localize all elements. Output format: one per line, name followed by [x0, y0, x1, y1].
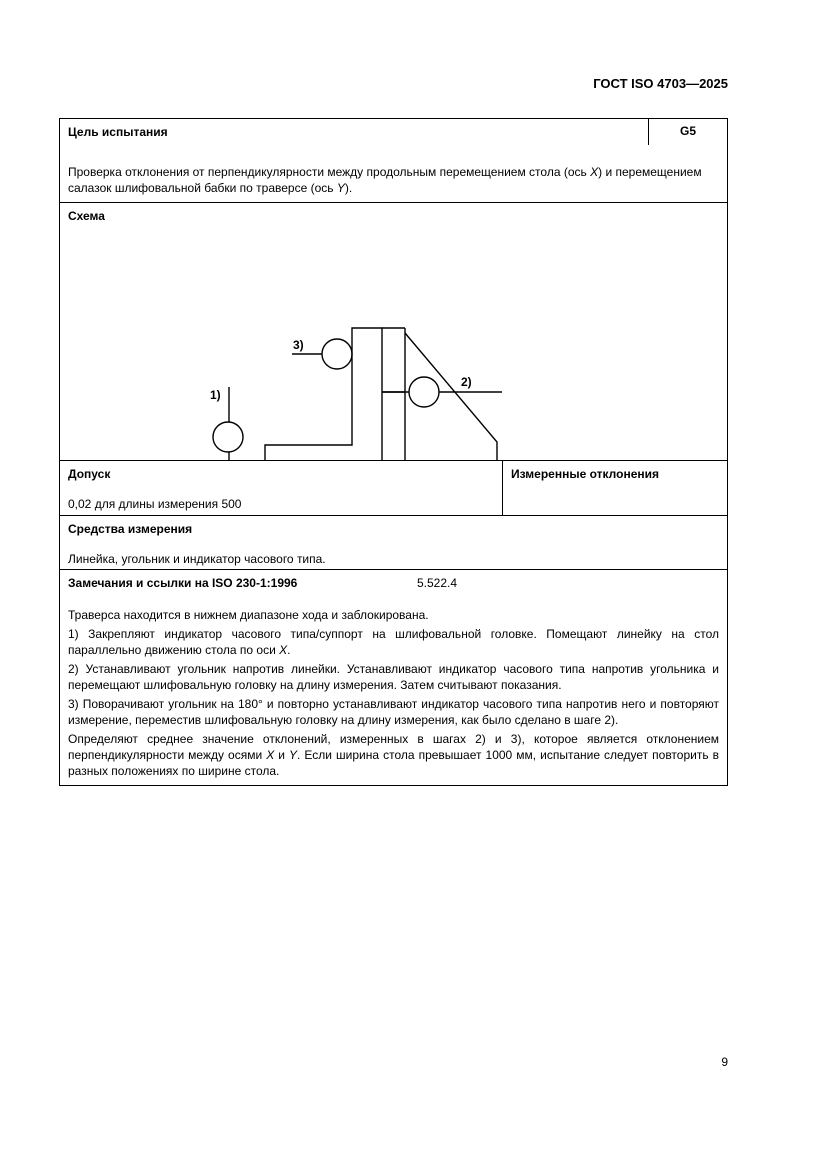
purpose-text-b: ) и перемещением салазок шлифовальной бабки по траверсе (ось [68, 165, 702, 195]
indicator-3-dial [322, 339, 352, 369]
notes-section [60, 569, 727, 785]
purpose-text-a: Проверка отклонения от перпендикулярности между продольным перемещением стола (ось [68, 165, 591, 179]
callout-2: 2) [461, 375, 472, 389]
purpose-text [60, 145, 727, 202]
test-sheet [59, 118, 728, 786]
scheme-section [60, 202, 727, 460]
purpose-text-c: ). [344, 181, 353, 195]
note-4-text-mid: и [274, 748, 290, 762]
square-diagonal [405, 333, 497, 460]
tolerance-row [60, 460, 727, 515]
scheme-label: Схема [68, 209, 105, 223]
page-number: 9 [721, 1055, 728, 1069]
tolerance-value: 0,02 для длины измерения 500 [68, 497, 242, 511]
purpose-label: Цель испытания [68, 125, 168, 139]
callout-1: 1) [210, 388, 221, 402]
purpose-header-row [60, 119, 727, 145]
tolerance-label: Допуск [68, 467, 111, 481]
note-paragraph-0: Траверса находится в нижнем диапазоне хода и заблокирована. [68, 608, 429, 622]
purpose-axis-x: X [590, 165, 599, 179]
note-4-axis-y: Y [289, 748, 298, 762]
note-paragraph-1 [68, 626, 719, 658]
indicator-1-dial [213, 422, 243, 452]
note-paragraph-3: 3) Поворачивают угольник на 180° и повторно устанавливают индикатор часового типа напротив него и повторяют измерение, переместив шлифовальную головку на длину измерения, как было сделано в шаге 2). [68, 697, 719, 727]
means-row [60, 515, 727, 569]
note-4-text-b: . Если ширина стола превышает 1000 мм, испытание следует повторить в разных положениях по ширине стола. [68, 748, 720, 778]
standard-header: ГОСТ ISO 4703—2025 [593, 76, 728, 91]
test-code: G5 [648, 119, 727, 145]
note-paragraph-4 [68, 731, 719, 779]
measured-deviations-label: Измеренные отклонения [511, 467, 660, 481]
purpose-axis-y: Y [336, 181, 345, 195]
note-1-text-b: . [287, 643, 291, 657]
notes-reference: 5.522.4 [417, 576, 458, 590]
tolerance-cell [60, 461, 503, 515]
note-4-axis-x: X [266, 748, 275, 762]
note-1-axis-x: X [279, 643, 288, 657]
means-label: Средства измерения [68, 522, 193, 536]
notes-label: Замечания и ссылки на ISO 230-1:1996 [68, 576, 298, 590]
note-paragraph-2: 2) Устанавливают угольник напротив линейки. Устанавливают индикатор часового типа напротив угольника и перемещают шлифовальную головку на длину измерения. Затем считывают показания. [68, 662, 719, 692]
note-1-text-a: 1) Закрепляют индикатор часового типа/суппорт на шлифовальной головке. Помещают линейку на стол параллельно движению стола по оси [68, 627, 719, 657]
note-4-text-a: Определяют среднее значение отклонений, измеренных в шагах 2) и 3), которое является отклонением перпендикулярности между осями [68, 732, 719, 762]
scheme-diagram [60, 203, 727, 460]
indicator-2-dial [409, 377, 439, 407]
callout-3: 3) [293, 338, 304, 352]
means-value: Линейка, угольник и индикатор часового типа. [68, 552, 326, 566]
